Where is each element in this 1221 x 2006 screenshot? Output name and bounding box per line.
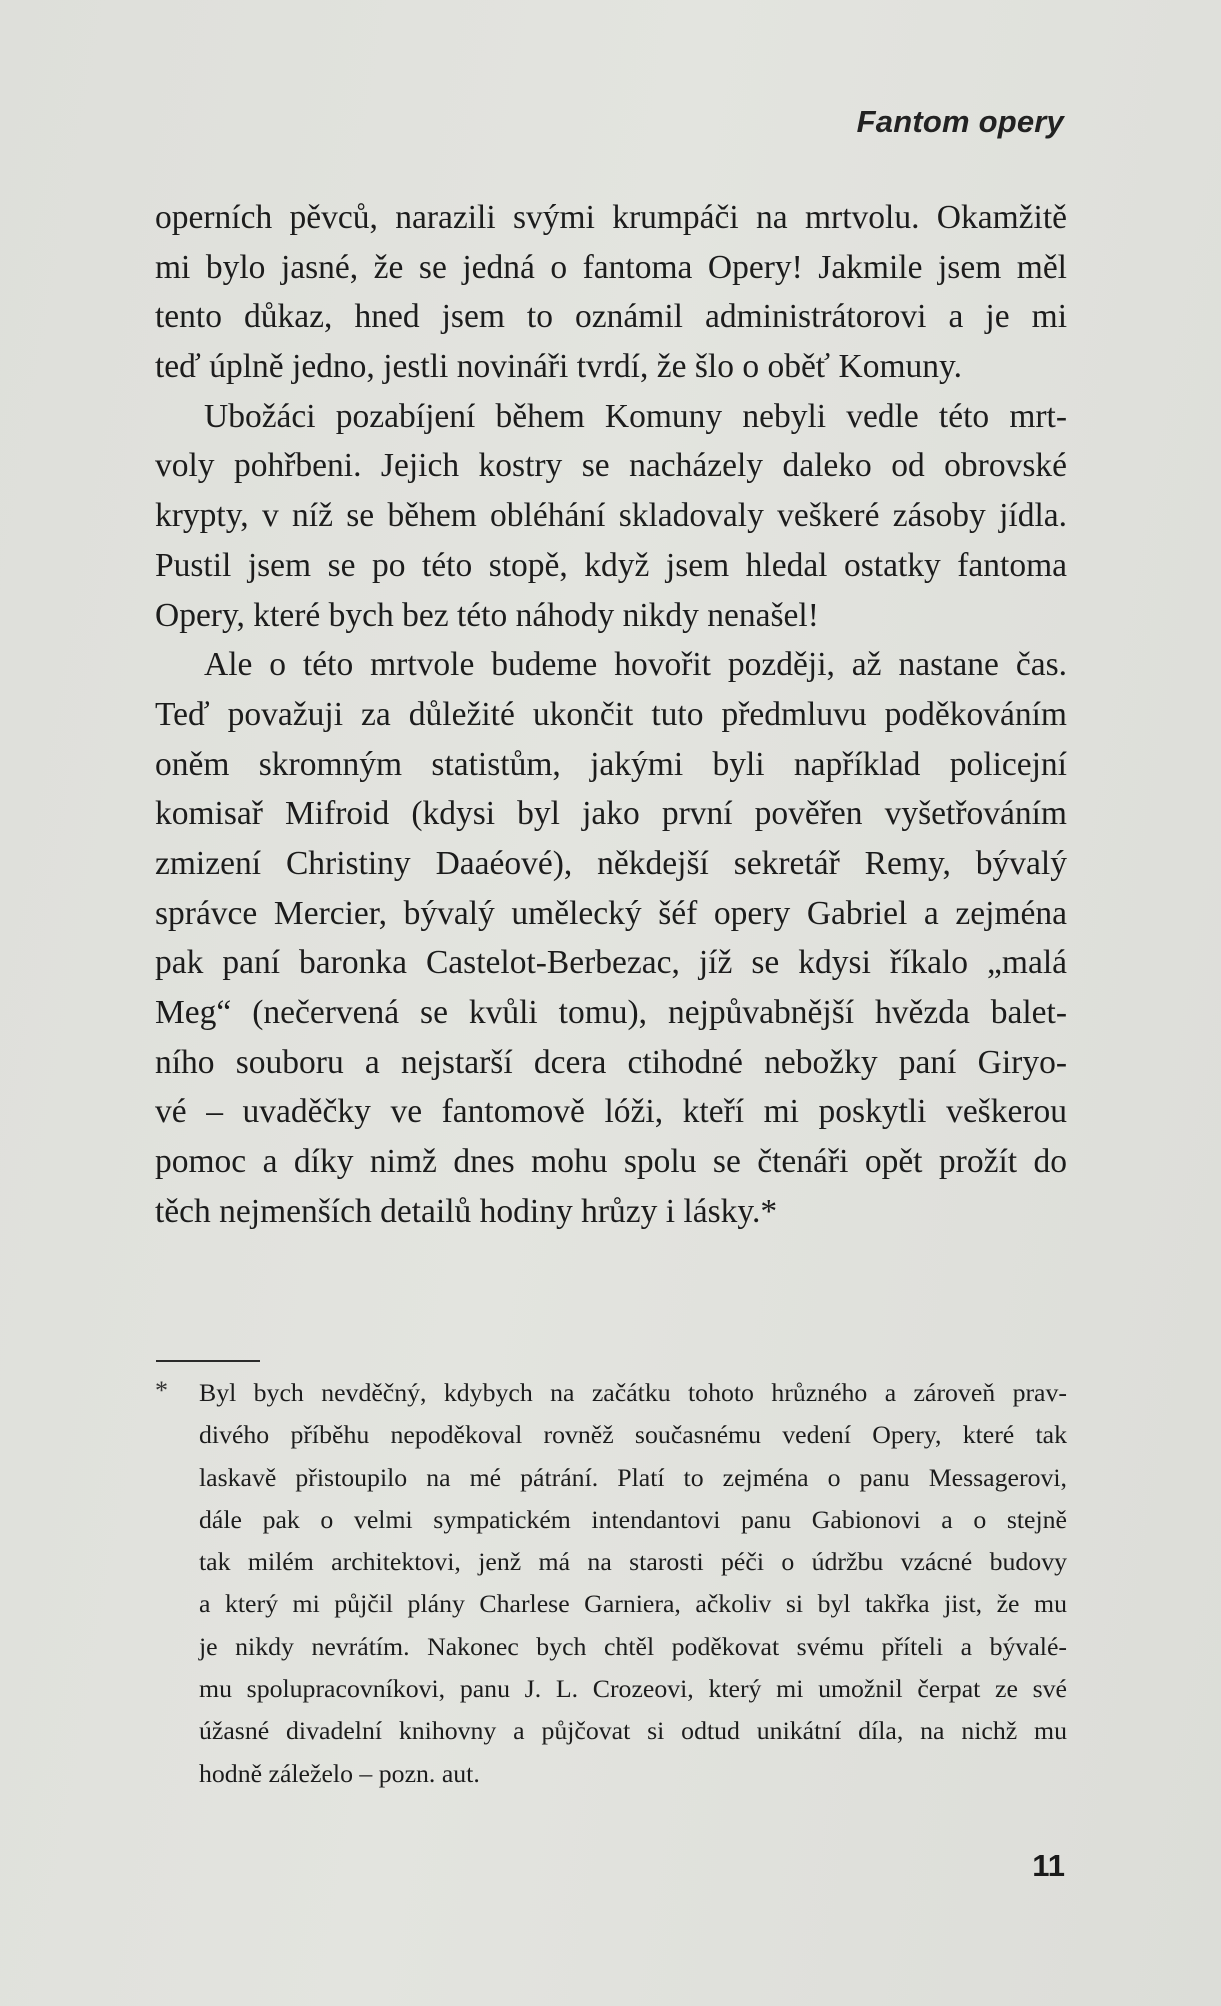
footnote-line: laskavě přistoupilo na mé pátrání. Platí to zejména o panu Messagerovi, — [199, 1462, 1067, 1492]
body-line: tento důkaz, hned jsem to oznámil administrátorovi a je mi — [155, 298, 1067, 336]
body-line: vé – uvaděčky ve fantomově lóži, kteří mi poskytli veškerou — [155, 1093, 1067, 1131]
body-line: ního souboru a nejstarší dcera ctihodné nebožky paní Giryo- — [155, 1043, 1067, 1081]
footnote-marker: * — [155, 1376, 168, 1405]
body-line: Meg“ (nečervená se kvůli tomu), nejpůvabnější hvězda balet- — [155, 994, 1067, 1031]
body-line: správce Mercier, bývalý umělecký šéf opery Gabriel a zejména — [155, 894, 1067, 932]
page-number: 11 — [1032, 1848, 1065, 1883]
body-text — [155, 193, 1067, 1236]
body-line: Ale o této mrtvole budeme hovořit později, až nastane čas. — [204, 646, 1067, 684]
footnote-line: úžasné divadelní knihovny a půjčovat si odtud unikátní díla, na nichž mu — [199, 1716, 1067, 1746]
body-line: oněm skromným statistům, jakými byli například policejní — [155, 745, 1067, 783]
body-line: pak paní baronka Castelot-Berbezac, jíž se kdysi říkalo „malá — [155, 944, 1067, 982]
footnote-text — [199, 1372, 1067, 1795]
body-line: komisař Mifroid (kdysi byl jako první pověřen vyšetřováním — [155, 795, 1067, 833]
body-line: pomoc a díky nimž dnes mohu spolu se čtenáři opět prožít do — [155, 1143, 1067, 1181]
body-line: teď úplně jedno, jestli novináři tvrdí, že šlo o oběť Komuny. — [155, 348, 962, 386]
body-line: Ubožáci pozabíjení během Komuny nebyli vedle této mrt- — [204, 397, 1067, 435]
body-line: operních pěvců, narazili svými krumpáči na mrtvolu. Okamžitě — [155, 199, 1067, 236]
body-line: zmizení Christiny Daaéové), někdejší sekretář Remy, bývalý — [155, 844, 1067, 882]
footnote-line: tak milém architektovi, jenž má na starosti péči o údržbu vzácné budovy — [199, 1547, 1067, 1577]
footnote-line: mu spolupracovníkovi, panu J. L. Crozeovi, který mi umožnil čerpat ze své — [199, 1674, 1067, 1704]
footnote-line: dále pak o velmi sympatickém intendantovi panu Gabionovi a o stejně — [199, 1504, 1067, 1534]
body-line: mi bylo jasné, že se jedná o fantoma Opery! Jakmile jsem měl — [155, 248, 1067, 286]
running-head: Fantom opery — [856, 104, 1064, 139]
body-line: těch nejmenších detailů hodiny hrůzy i lásky.* — [155, 1192, 778, 1230]
footnote-line: divého příběhu nepoděkoval rovněž současnému vedení Opery, které tak — [199, 1420, 1067, 1450]
body-line: Teď považuji za důležité ukončit tuto předmluvu poděkováním — [155, 695, 1067, 733]
footnote-divider — [156, 1360, 260, 1362]
body-line: Opery, které bych bez této náhody nikdy nenašel! — [155, 596, 819, 634]
body-line: Pustil jsem se po této stopě, když jsem hledal ostatky fantoma — [155, 546, 1067, 584]
body-line: krypty, v níž se během obléhání skladovaly veškeré zásoby jídla. — [155, 497, 1067, 535]
footnote-line: hodně záleželo – pozn. aut. — [199, 1758, 480, 1788]
footnote-line: je nikdy nevrátím. Nakonec bych chtěl poděkovat svému příteli a bývalé- — [199, 1631, 1067, 1661]
body-line: voly pohřbeni. Jejich kostry se nacházely daleko od obrovské — [155, 447, 1067, 485]
footnote-line: a který mi půjčil plány Charlese Garniera, ačkoliv si byl takřka jist, že mu — [199, 1589, 1067, 1619]
footnote-line: Byl bych nevděčný, kdybych na začátku tohoto hrůzného a zároveň prav- — [199, 1378, 1067, 1407]
